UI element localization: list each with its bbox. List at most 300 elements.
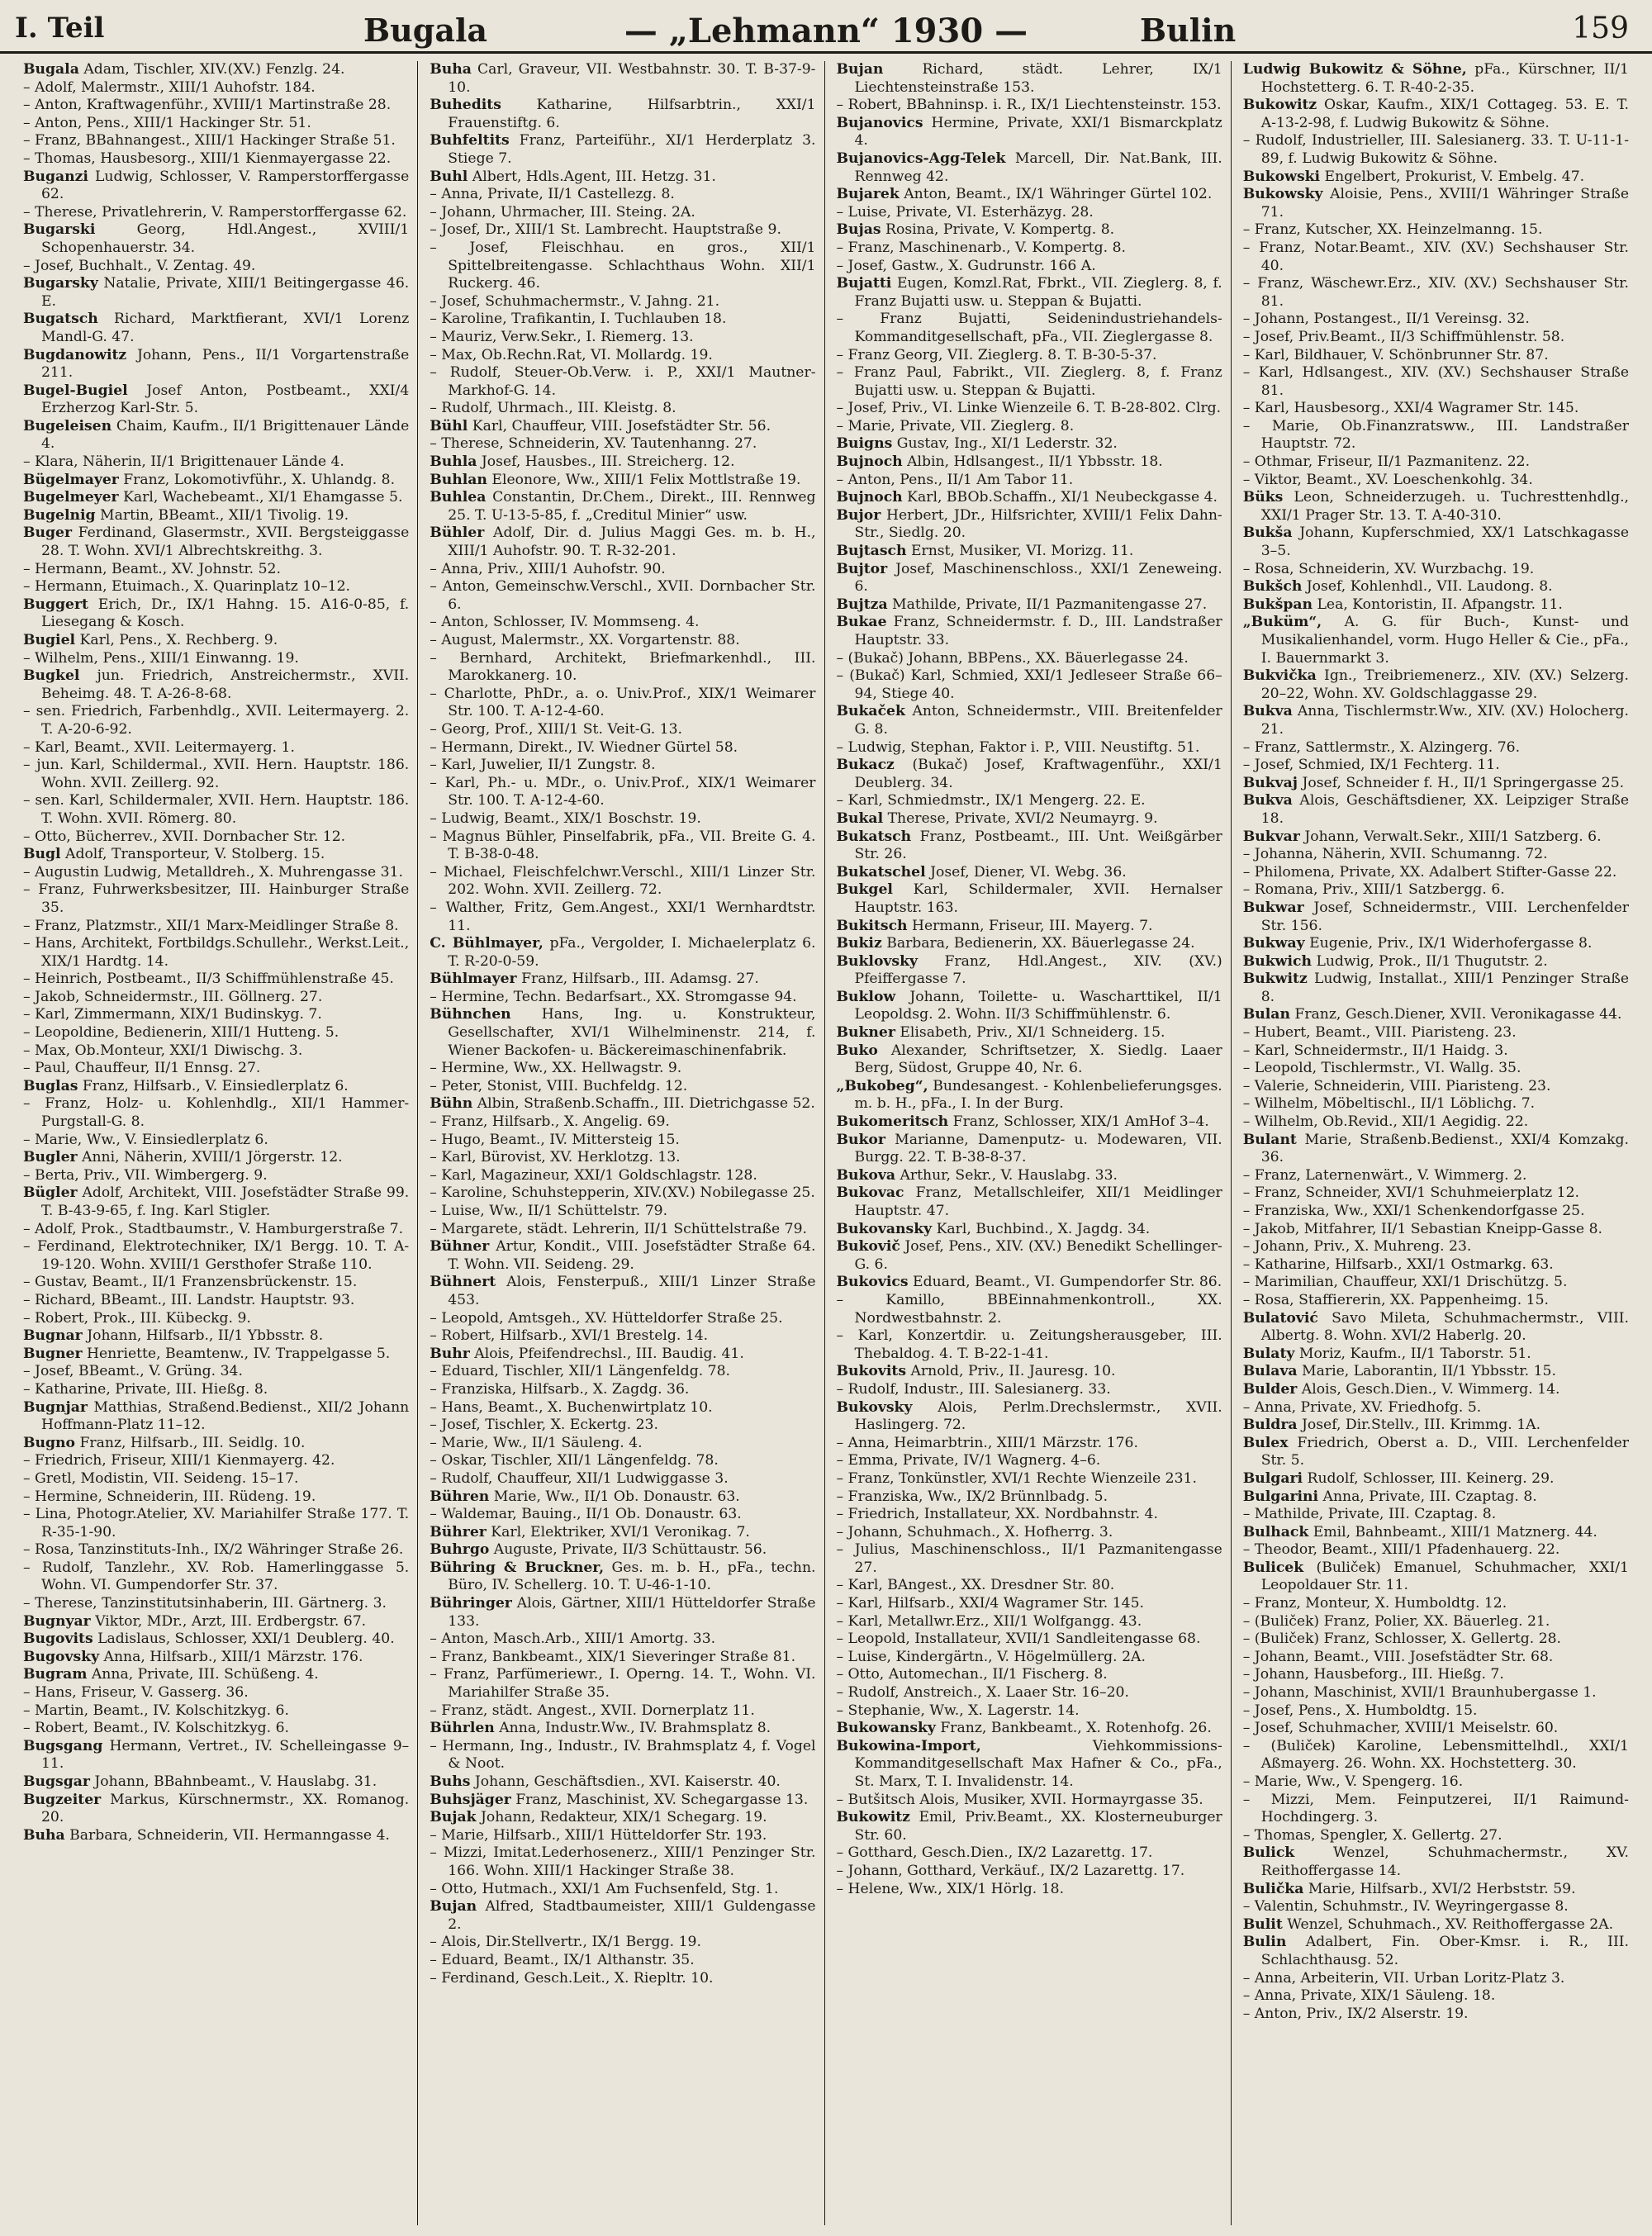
directory-entry: [837, 614, 1222, 649]
directory-entry: [837, 364, 1222, 400]
directory-entry: [23, 864, 409, 882]
directory-entry: [1243, 1435, 1629, 1470]
entry-details: Eugen, Komzl.Rat, Fbrkt., VII. Zieglerg. 8, f. Franz Bujatti usw. u. Steppan & Bujatti.: [854, 275, 1222, 310]
entry-details: jun. Friedrich, Anstreichermstr., XVII. Beheimg. 48. T. A-26-8-68.: [41, 667, 410, 702]
directory-entry: [430, 1132, 815, 1150]
entry-details: – Kamillo, BBEinnahmenkontroll., XX. Nordwestbahnstr. 2.: [836, 1291, 1222, 1327]
entry-surname: Bukowansky: [836, 1720, 936, 1737]
entry-details: – Josef, Buchhalt., V. Zentag. 49.: [23, 257, 256, 274]
directory-entry: [837, 1666, 1222, 1684]
entry-surname: Buldra: [1242, 1417, 1298, 1434]
entry-details: – Friedrich, Installateur, XX. Nordbahnstr. 4.: [836, 1506, 1158, 1523]
directory-entry: [1243, 1506, 1629, 1524]
entry-surname: Buhedits: [430, 97, 501, 114]
entry-details: – Leopold, Tischlermstr., VI. Wallg. 35.: [1242, 1060, 1521, 1077]
entry-details: – Franz, Hilfsarb., X. Angelig. 69.: [430, 1113, 670, 1131]
entry-surname: Ludwig Bukowitz & Söhne,: [1242, 61, 1467, 78]
directory-entry: [23, 667, 409, 703]
directory-entry: [837, 1684, 1222, 1702]
directory-entry: [430, 1720, 815, 1738]
entry-details: Alois, Perlm.Drechslermstr., XVII. Haslingerg. 72.: [854, 1398, 1222, 1434]
entry-surname: Bugl: [23, 846, 61, 863]
directory-entry: [430, 329, 815, 347]
entry-surname: Bühring & Bruckner,: [430, 1559, 605, 1576]
directory-entry: [23, 1631, 409, 1649]
entry-details: – Rosa, Tanzinstituts-Inh., IX/2 Währinger Straße 26.: [23, 1541, 404, 1559]
directory-entry: [1243, 1042, 1629, 1061]
entry-surname: Bulick: [1242, 1844, 1295, 1862]
entry-details: – Rosa, Schneiderin, XV. Wurzbachg. 19.: [1242, 560, 1535, 577]
entry-surname: Bugeleisen: [23, 417, 112, 434]
directory-entry: [1243, 1167, 1629, 1185]
directory-entry: [1243, 703, 1629, 738]
entry-details: – Otto, Automechan., II/1 Fischerg. 8.: [836, 1666, 1108, 1683]
entry-surname: Bugdanowitz: [23, 346, 127, 363]
entry-details: Albin, Hdlsangest., II/1 Ybbsstr. 18.: [907, 453, 1163, 471]
directory-entry: [837, 1613, 1222, 1631]
entry-details: (Bukač) Josef, Kraftwagenführ., XXI/1 Deublerg. 34.: [854, 757, 1222, 791]
entry-details: – Klara, Näherin, II/1 Brigittenauer Lände 4.: [23, 453, 344, 471]
entry-details: – sen. Karl, Schildermaler, XVII. Hern. Hauptstr. 186. T. Wohn. XVII. Römerg. 80.: [23, 792, 410, 827]
entry-surname: Bujnoch: [836, 489, 903, 506]
entry-details: Marianne, Damenputz- u. Modewaren, VII. Burgg. 22. T. B-38-8-37.: [854, 1131, 1222, 1166]
directory-entry: [23, 1363, 409, 1381]
directory-entry: [430, 525, 815, 560]
entry-surname: Bugzeiter: [23, 1791, 102, 1808]
directory-entry: [1243, 1649, 1629, 1667]
directory-entry: [23, 1221, 409, 1239]
entry-details: – Rudolf, Steuer-Ob.Verw. i. P., XXI/1 Mautner-Markhof-G. 14.: [430, 364, 816, 399]
directory-entry: [23, 1541, 409, 1560]
directory-entry: [23, 1666, 409, 1684]
directory-entry: [1243, 1292, 1629, 1310]
entry-details: – Marie, Ww., II/1 Säuleng. 4.: [430, 1434, 643, 1451]
entry-details: Carl, Graveur, VII. Westbahnstr. 30. T. B-37-9-10.: [448, 61, 816, 96]
entry-details: – Franz, Sattlermstr., X. Alzingerg. 76.: [1242, 738, 1521, 756]
entry-details: – Bernhard, Architekt, Briefmarkenhdl., III. Marokkanerg. 10.: [430, 649, 816, 685]
directory-entry: [1243, 329, 1629, 347]
entry-details: – Josef, Schuhmachermstr., V. Jahng. 21.: [430, 292, 720, 310]
entry-details: – Karl, Metallwr.Erz., XII/1 Wolfgangg. 43.: [836, 1612, 1142, 1630]
entry-surname: Bühner: [430, 1238, 490, 1256]
entry-details: Adolf, Dir. d. Julius Maggi Ges. m. b. H., XIII/1 Auhofstr. 90. T. R-32-201.: [448, 525, 816, 560]
directory-entry: [837, 1863, 1222, 1881]
directory-entry: [430, 1702, 815, 1721]
entry-details: – Franziska, Hilfsarb., X. Zagdg. 36.: [430, 1380, 690, 1398]
entry-details: – Gustav, Beamt., II/1 Franzensbrückenstr. 15.: [23, 1274, 358, 1291]
entry-details: Barbara, Bedienerin, XX. Bäuerlegasse 24.: [886, 935, 1195, 952]
entry-details: – Rudolf, Uhrmach., III. Kleistg. 8.: [430, 400, 676, 417]
directory-entry: [1243, 1666, 1629, 1684]
entry-details: – Walther, Fritz, Gem.Angest., XXI/1 Wernhardtstr. 11.: [430, 899, 816, 934]
directory-title: — „Lehmann“ 1930 —: [624, 12, 1028, 50]
directory-entry: [1243, 971, 1629, 1006]
entry-details: – Franz Georg, VII. Zieglerg. 8. T. B-30-5-37.: [836, 346, 1157, 363]
directory-entry: [837, 97, 1222, 115]
entry-details: Hermine, Private, XXI/1 Bismarckplatz 4.: [854, 114, 1222, 150]
entry-surname: Bukowitz: [836, 1809, 910, 1826]
entry-details: – Otto, Hutmach., XXI/1 Am Fuchsenfeld, Stg. 1.: [430, 1880, 779, 1897]
entry-surname: Bühringer: [430, 1595, 512, 1612]
entry-surname: Bukša: [1242, 525, 1293, 542]
directory-entry: [23, 578, 409, 596]
directory-entry: [1243, 1631, 1629, 1649]
entry-details: – Franz, städt. Angest., XVII. Dornerplatz 11.: [430, 1702, 755, 1719]
directory-entry: [430, 240, 815, 293]
directory-entry: [1243, 1078, 1629, 1096]
entry-details: Engelbert, Prokurist, V. Embelg. 47.: [1324, 168, 1585, 185]
entry-surname: Buglas: [23, 1077, 78, 1094]
entry-details: Franz, Lokomotivführ., X. Uhlandg. 8.: [123, 471, 396, 488]
directory-entry: [837, 1488, 1222, 1507]
entry-details: – Hans, Friseur, V. Gasserg. 36.: [23, 1684, 249, 1702]
directory-entry: [430, 1363, 815, 1381]
directory-entry: [1243, 881, 1629, 900]
entry-details: – Waldemar, Bauing., II/1 Ob. Donaustr. 63.: [430, 1506, 742, 1523]
directory-entry: [430, 900, 815, 935]
entry-details: pFa., Vergolder, I. Michaelerplatz 6. T. R-20-0-59.: [448, 935, 816, 970]
entry-surname: Bukgel: [836, 881, 893, 899]
directory-entry: [837, 935, 1222, 953]
directory-entry: [23, 204, 409, 222]
entry-surname: Bukwich: [1242, 952, 1312, 970]
entry-details: Richard, städt. Lehrer, IX/1 Liechtensteinstraße 153.: [854, 61, 1222, 96]
entry-details: – Franz Bujatti, Seidenindustriehandels-Kommanditgesellschaft, pFa., VII. Zieglergasse 8.: [836, 311, 1222, 345]
entry-details: Marie, Laborantin, II/1 Ybbsstr. 15.: [1302, 1363, 1556, 1380]
entry-surname: Bukwitz: [1242, 971, 1308, 988]
entry-surname: Bugkel: [23, 667, 80, 685]
directory-entry: [1243, 846, 1629, 864]
entry-details: – Franz, Notar.Beamt., XIV. (XV.) Sechshauser Str. 40.: [1242, 239, 1629, 274]
directory-entry: [23, 1720, 409, 1738]
entry-details: – Karoline, Trafikantin, I. Tuchlauben 18.: [430, 311, 727, 328]
directory-entry: [23, 311, 409, 346]
entry-surname: Bukiz: [836, 935, 882, 952]
directory-entry: [430, 169, 815, 187]
entry-details: Marie, Straßenb.Bedienst., XXI/4 Komzakg. 36.: [1260, 1131, 1630, 1166]
entry-surname: Bukae: [836, 614, 887, 631]
directory-entry: [1243, 739, 1629, 757]
directory-entry: [430, 400, 815, 418]
entry-surname: Bulicek: [1242, 1559, 1304, 1576]
entry-surname: Bugner: [23, 1345, 83, 1362]
directory-entry: [430, 489, 815, 525]
directory-entry: [430, 1095, 815, 1113]
entry-details: Adolf, Architekt, VIII. Josefstädter Straße 99. T. B-43-9-65, f. Ing. Karl Stigler.: [41, 1184, 410, 1219]
entry-details: – Karl, Hilfsarb., XXI/4 Wagramer Str. 145.: [836, 1595, 1144, 1612]
entry-surname: Buha: [430, 61, 472, 78]
part-label: I. Teil: [15, 12, 105, 45]
entry-surname: Bukovics: [836, 1274, 909, 1291]
directory-entry: [23, 632, 409, 650]
entry-surname: Buhsjäger: [430, 1791, 511, 1808]
entry-details: – Hermine, Ww., XX. Hellwagstr. 9.: [430, 1060, 682, 1077]
directory-entry: [837, 1363, 1222, 1381]
entry-details: – Leopold, Amtsgeh., XV. Hütteldorfer Straße 25.: [430, 1309, 783, 1327]
directory-entry: [1243, 1720, 1629, 1738]
entry-surname: Bujarek: [836, 186, 900, 203]
entry-surname: Bujak: [430, 1809, 477, 1826]
entry-details: Johann, Redakteur, XIX/1 Schegarg. 19.: [481, 1809, 767, 1826]
entry-surname: Bukova: [836, 1166, 896, 1184]
directory-entry: [430, 1346, 815, 1364]
directory-entry: [1243, 1221, 1629, 1239]
entry-details: – Oskar, Tischler, XII/1 Längenfeldg. 78.: [430, 1452, 719, 1469]
entry-details: – jun. Karl, Schildermal., XVII. Hern. Hauptstr. 186. Wohn. XVII. Zeillerg. 92.: [23, 757, 410, 791]
entry-details: Karl, Buchbind., X. Jagdg. 34.: [936, 1220, 1151, 1237]
directory-entry: [837, 418, 1222, 436]
entry-surname: Bugatsch: [23, 311, 98, 328]
entry-details: Lea, Kontoristin, II. Afpangstr. 11.: [1317, 596, 1563, 613]
directory-entry: [430, 347, 815, 365]
entry-details: – Hubert, Beamt., VIII. Piaristeng. 23.: [1242, 1024, 1517, 1042]
entry-details: – Hans, Architekt, Fortbildgs.Schullehr., Werkst.Leit., XIX/1 Hardtg. 14.: [23, 935, 410, 970]
directory-entry: [1243, 400, 1629, 418]
directory-entry: [837, 1399, 1222, 1435]
directory-entry: [23, 1024, 409, 1042]
directory-entry: [23, 1399, 409, 1435]
entry-details: – Karl, Schneidermstr., II/1 Haidg. 3.: [1242, 1042, 1508, 1059]
directory-entry: [837, 864, 1222, 882]
entry-details: Franz, Hilfsarb., III. Seidlg. 10.: [79, 1434, 306, 1451]
directory-entry: [837, 1435, 1222, 1453]
entry-details: Johann, Verwalt.Sekr., XIII/1 Satzberg. 6.: [1304, 828, 1602, 845]
directory-entry: [23, 1684, 409, 1702]
entry-surname: Bukwar: [1242, 899, 1304, 916]
directory-entry: [1243, 169, 1629, 187]
entry-details: – Luise, Private, VI. Esterhäzyg. 28.: [836, 203, 1094, 221]
entry-surname: Bugarsky: [23, 275, 98, 292]
directory-entry: [837, 1292, 1222, 1327]
directory-entry: [430, 632, 815, 650]
entry-details: Franz, Hilfsarb., III. Adamsg. 27.: [521, 971, 759, 988]
entry-details: Anna, Industr.Ww., IV. Brahmsplatz 8.: [499, 1720, 771, 1737]
entry-details: – Mauriz, Verw.Sekr., I. Riemerg. 13.: [430, 328, 694, 345]
entry-details: – Paul, Chauffeur, II/1 Ennsg. 27.: [23, 1060, 261, 1077]
directory-entry: [23, 97, 409, 115]
entry-details: – Rudolf, Chauffeur, XII/1 Ludwiggasse 3.: [430, 1469, 729, 1487]
directory-entry: [1243, 186, 1629, 221]
entry-surname: Bujan: [836, 61, 884, 78]
directory-entry: [23, 453, 409, 472]
directory-entry: [430, 1060, 815, 1078]
directory-entry: [837, 1631, 1222, 1649]
last-entry-keyword: Bulin: [1140, 12, 1237, 49]
entry-details: Karl, Chauffeur, VIII. Josefstädter Str. 56.: [472, 417, 771, 434]
entry-details: Katharine, Hilfsarbtrin., XXI/1 Frauenstiftg. 6.: [448, 97, 816, 131]
directory-entry: [23, 1488, 409, 1507]
directory-entry: [837, 1506, 1222, 1524]
directory-entry: [837, 1238, 1222, 1274]
entry-details: – Luise, Kindergärtn., V. Högelmüllerg. 2A.: [836, 1648, 1146, 1665]
entry-surname: Bukovac: [836, 1184, 904, 1202]
entry-details: Anna, Hilfsarb., XIII/1 Märzstr. 176.: [103, 1648, 363, 1665]
directory-entry: [23, 596, 409, 632]
entry-details: – Martin, Beamt., IV. Kolschitzkyg. 6.: [23, 1702, 289, 1719]
entry-surname: Bulgarini: [1242, 1488, 1319, 1505]
directory-entry: [430, 293, 815, 311]
entry-details: Anna, Private, III. Czaptag. 8.: [1322, 1488, 1537, 1505]
directory-entry: [23, 150, 409, 169]
entry-details: – Johann, Schuhmach., X. Hofherrg. 3.: [836, 1523, 1113, 1541]
directory-entry: [23, 1184, 409, 1220]
directory-entry: [1243, 1060, 1629, 1078]
entry-surname: Bujanovics-Agg-Telek: [836, 150, 1006, 167]
entry-details: – Franz, Platzmstr., XII/1 Marx-Meidlinger Straße 8.: [23, 917, 399, 934]
entry-details: – Johann, Hausbeforg., III. Hießg. 7.: [1242, 1666, 1504, 1683]
entry-surname: Bulgari: [1242, 1469, 1303, 1487]
directory-entry: [1243, 1024, 1629, 1042]
entry-details: Alfred, Stadtbaumeister, XIII/1 Guldengasse 2.: [448, 1898, 816, 1933]
directory-entry: [23, 1773, 409, 1792]
directory-entry: [1243, 1827, 1629, 1845]
entry-details: – Max, Ob.Monteur, XXI/1 Diwischg. 3.: [23, 1042, 303, 1059]
entry-details: – Thomas, Hausbesorg., XIII/1 Kienmayergasse 22.: [23, 150, 392, 167]
entry-details: – Johann, Uhrmacher, III. Steing. 2A.: [430, 203, 695, 221]
entry-details: Auguste, Private, II/3 Schüttaustr. 56.: [493, 1541, 767, 1559]
directory-entry: [430, 1934, 815, 1952]
directory-entry: [430, 132, 815, 168]
directory-columns: [15, 61, 1637, 2225]
entry-details: – Hermann, Direkt., IV. Wiedner Gürtel 58.: [430, 738, 738, 756]
entry-surname: Buklow: [836, 988, 896, 1005]
directory-entry: [23, 1078, 409, 1096]
entry-details: Elisabeth, Priv., XI/1 Schneiderg. 15.: [900, 1024, 1165, 1042]
entry-details: – Richard, BBeamt., III. Landstr. Hauptstr. 93.: [23, 1291, 355, 1308]
directory-entry: [837, 311, 1222, 346]
directory-entry: [430, 61, 815, 97]
entry-details: Ges. m. b. H., pFa., techn. Büro, IV. Schellerg. 10. T. U-46-1-10.: [448, 1559, 816, 1594]
directory-entry: [23, 1506, 409, 1541]
entry-details: – Eduard, Beamt., IX/1 Althanstr. 35.: [430, 1951, 695, 1968]
entry-details: – Jakob, Schneidermstr., III. Göllnerg. 27.: [23, 988, 323, 1005]
directory-entry: [23, 650, 409, 668]
directory-entry: [1243, 1738, 1629, 1773]
directory-entry: [430, 1541, 815, 1560]
column-4: [1235, 61, 1637, 2225]
entry-details: Constantin, Dr.Chem., Direkt., III. Rennweg 25. T. U-13-5-85, f. „Creditul Minier“ usw.: [448, 489, 816, 524]
directory-entry: [837, 1327, 1222, 1363]
directory-entry: [1243, 1702, 1629, 1721]
entry-surname: Bujatti: [836, 275, 892, 292]
directory-entry: [430, 1809, 815, 1827]
entry-details: – Friedrich, Friseur, XIII/1 Kienmayerg. 42.: [23, 1452, 335, 1469]
entry-details: – Adolf, Malermstr., XIII/1 Auhofstr. 184.: [23, 78, 316, 96]
entry-surname: Bühnchen: [430, 1006, 511, 1023]
entry-surname: Buhlan: [430, 471, 487, 488]
directory-entry: [23, 1560, 409, 1595]
entry-details: – Josef, Gastw., X. Gudrunstr. 166 A.: [836, 257, 1096, 274]
directory-entry: [23, 1060, 409, 1078]
entry-details: Ludwig, Prok., II/1 Thugutstr. 2.: [1316, 952, 1548, 970]
entry-details: – Adolf, Prok., Stadtbaumstr., V. Hamburgerstraße 7.: [23, 1220, 404, 1237]
entry-details: Anton, Beamt., IX/1 Währinger Gürtel 102.: [904, 186, 1213, 203]
entry-details: – Anna, Priv., XIII/1 Auhofstr. 90.: [430, 560, 666, 577]
directory-entry: [837, 435, 1222, 453]
entry-details: Albin, Straßenb.Schaffn., III. Dietrichgasse 52.: [477, 1095, 815, 1113]
entry-surname: Bugnar: [23, 1327, 83, 1345]
entry-details: – Franziska, Ww., IX/2 Brünnlbadg. 5.: [836, 1488, 1108, 1505]
entry-details: Natalie, Private, XIII/1 Beitingergasse 46. E.: [41, 275, 410, 310]
entry-details: – Marie, Ww., V. Einsiedlerplatz 6.: [23, 1131, 268, 1148]
entry-details: – Max, Ob.Rechn.Rat, VI. Mollardg. 19.: [430, 346, 713, 363]
directory-entry: [430, 1952, 815, 1970]
directory-entry: [837, 186, 1222, 204]
entry-details: – Alois, Dir.Stellvertr., IX/1 Bergg. 19.: [430, 1934, 701, 1951]
directory-entry: [430, 1738, 815, 1773]
directory-entry: [23, 1006, 409, 1024]
entry-surname: Bukitsch: [836, 917, 908, 934]
entry-surname: Bukvar: [1242, 828, 1300, 845]
entry-surname: Buggert: [23, 596, 88, 613]
entry-details: Mathilde, Private, II/1 Pazmanitengasse 27.: [892, 596, 1208, 613]
entry-details: Adalbert, Fin. Ober-Kmsr. i. R., III. Schlachthausg. 52.: [1260, 1934, 1630, 1968]
directory-entry: [1243, 1399, 1629, 1417]
directory-entry: [837, 1881, 1222, 1899]
directory-entry: [23, 1613, 409, 1631]
directory-entry: [1243, 775, 1629, 793]
directory-entry: [430, 1488, 815, 1507]
entry-details: – Rudolf, Industrieller, III. Salesianerg. 33. T. U-11-1-89, f. Ludwig Bukowitz & Söhne.: [1242, 132, 1629, 167]
entry-details: Arnold, Priv., II. Jauresg. 10.: [910, 1363, 1116, 1380]
entry-surname: Buhrgo: [430, 1541, 490, 1559]
entry-details: – Franz, Tonkünstler, XVI/1 Rechte Wienzeile 231.: [836, 1469, 1197, 1487]
entry-details: Friedrich, Oberst a. D., VIII. Lerchenfelder Str. 5.: [1260, 1434, 1629, 1469]
entry-details: Franz, Postbeamt., III. Unt. Weißgärber Str. 26.: [854, 828, 1222, 863]
entry-details: Ferdinand, Glasermstr., XVII. Bergsteiggasse 28. T. Wohn. XVI/1 Albrechtskreithg. 3.: [41, 525, 410, 560]
entry-surname: Bukšch: [1242, 578, 1303, 596]
directory-entry: [23, 1649, 409, 1667]
directory-entry: [23, 507, 409, 525]
entry-surname: Bukowski: [1242, 168, 1321, 185]
entry-details: – Viktor, Beamt., XV. Loeschenkohlg. 34.: [1242, 471, 1533, 488]
entry-surname: Bugiel: [23, 632, 76, 648]
directory-entry: [1243, 525, 1629, 560]
entry-details: pFa., Kürschner, II/1 Hochstetterg. 6. T. R-40-2-35.: [1260, 61, 1629, 96]
directory-entry: [430, 364, 815, 400]
entry-details: – Marie, Hilfsarb., XIII/1 Hütteldorfer Str. 193.: [430, 1826, 767, 1844]
directory-entry: [23, 918, 409, 936]
directory-entry: [837, 453, 1222, 472]
entry-details: – Mathilde, Private, III. Czaptag. 8.: [1242, 1506, 1497, 1523]
entry-details: – Therese, Schneiderin, XV. Tautenhanng. 27.: [430, 435, 757, 453]
entry-details: Rosina, Private, V. Kompertg. 8.: [885, 221, 1115, 239]
entry-details: Franz, Bankbeamt., X. Rotenhofg. 26.: [940, 1720, 1212, 1737]
entry-details: – Karl, Zimmermann, XIX/1 Budinskyg. 7.: [23, 1006, 322, 1023]
entry-details: – Franz, Fuhrwerksbesitzer, III. Hainburger Straße 35.: [23, 881, 410, 916]
directory-entry: [23, 132, 409, 150]
directory-entry: [1243, 1684, 1629, 1702]
entry-details: – Gotthard, Gesch.Dien., IX/2 Lazarettg. 17.: [836, 1844, 1153, 1862]
entry-details: – Josef, Dr., XIII/1 St. Lambrecht. Hauptstraße 9.: [430, 221, 781, 239]
entry-details: – Wilhelm, Ob.Revid., XII/1 Aegidig. 22.: [1242, 1113, 1529, 1131]
directory-entry: [430, 1595, 815, 1631]
column-3: [828, 61, 1232, 2225]
directory-entry: [430, 1898, 815, 1934]
entry-details: Adam, Tischler, XIV.(XV.) Fenzlg. 24.: [83, 61, 345, 78]
entry-details: Hermann, Vertret., IV. Schelleingasse 9–11.: [41, 1737, 410, 1773]
entry-details: – Therese, Privatlehrerin, V. Ramperstorffergasse 62.: [23, 203, 407, 221]
directory-entry: [837, 1792, 1222, 1810]
directory-entry: [837, 918, 1222, 936]
entry-details: – Franz, BBahnangest., XIII/1 Hackinger Straße 51.: [23, 132, 396, 150]
entry-surname: Bujtor: [836, 560, 888, 577]
entry-details: – Karl, Konzertdir. u. Zeitungsherausgeber, III. Thebaldog. 4. T. B-22-1-41.: [836, 1327, 1222, 1362]
entry-details: Johann, BBahnbeamt., V. Hauslabg. 31.: [94, 1773, 377, 1790]
entry-details: – Hermine, Schneiderin, III. Rüdeng. 19.: [23, 1488, 316, 1505]
entry-details: – Karoline, Schuhstepperin, XIV.(XV.) Nobilegasse 25.: [430, 1184, 815, 1202]
entry-details: – Hermann, Ing., Industr., IV. Brahmsplatz 4, f. Vogel & Noot.: [430, 1737, 816, 1773]
